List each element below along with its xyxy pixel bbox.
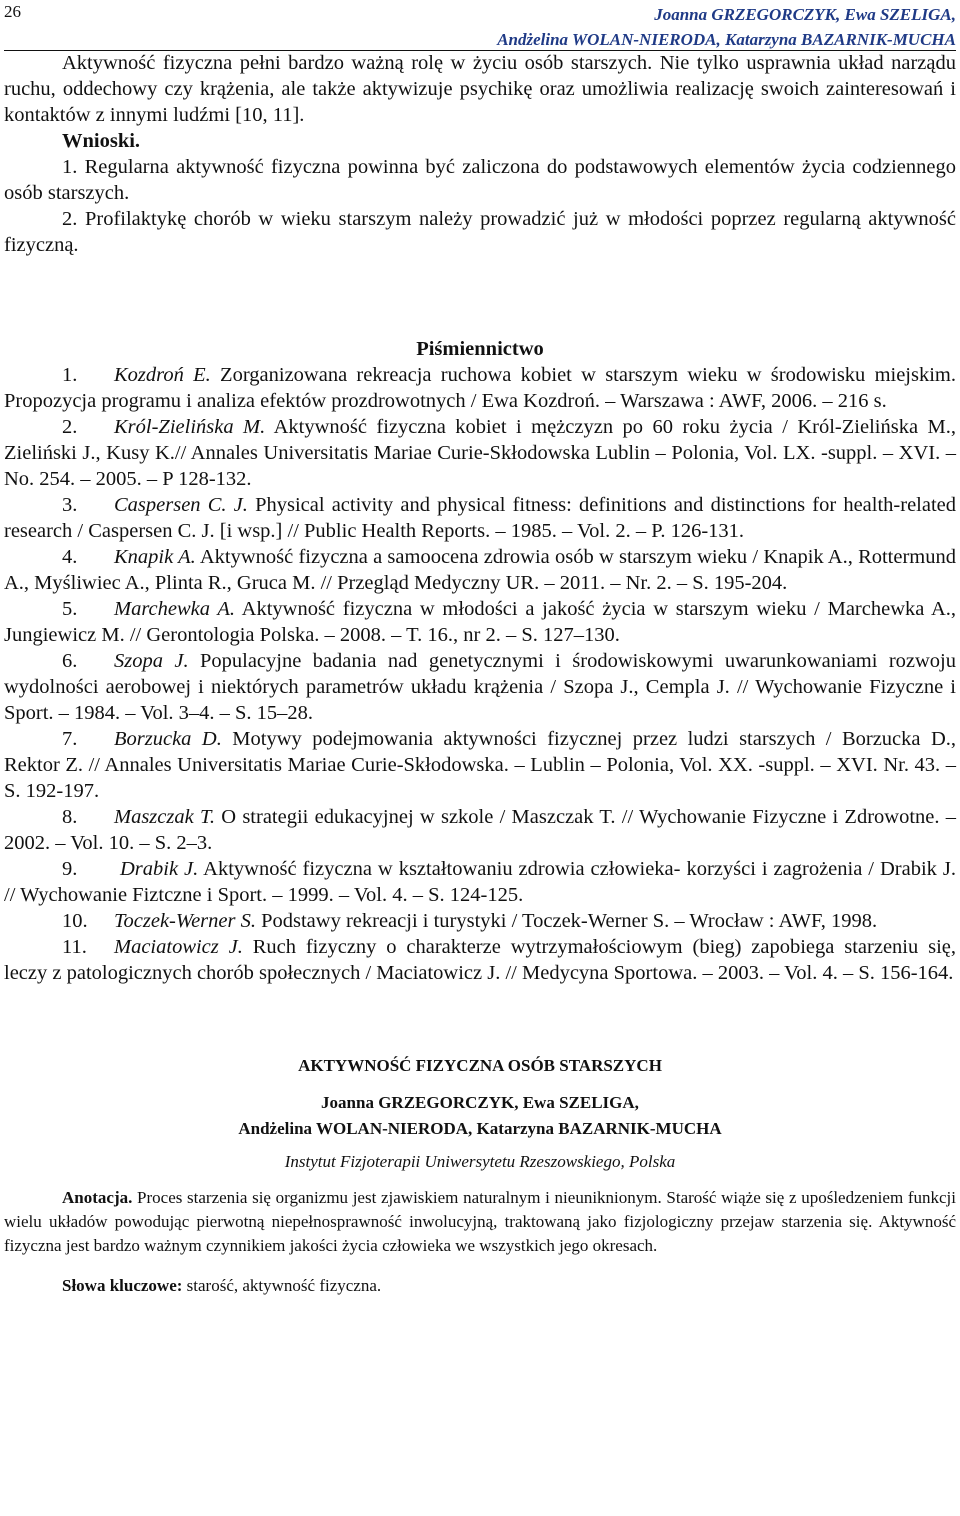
- reference-number: 4.: [62, 546, 78, 568]
- reference-text: Zorganizowana rekreacja ruchowa kobiet w starszym wieku w środowisku miejskim. Propozycja programu i analiza efektów prozdrowotnych / Ewa Kozdroń. – Warszawa : AWF, 2006. – 216 s.: [4, 364, 957, 412]
- reference-item: [4, 362, 956, 414]
- reference-item: [4, 544, 956, 596]
- reference-number: 3.: [62, 494, 78, 516]
- reference-item: [4, 648, 956, 726]
- reference-item: [4, 596, 956, 648]
- references-list: [4, 362, 956, 986]
- conclusion-item: 1. Regularna aktywność fizyczna powinna być zaliczona do podstawowych elementów życia codziennego osób starszych.: [4, 156, 956, 204]
- reference-number: 10.: [62, 910, 88, 932]
- reference-item: [4, 414, 956, 492]
- references-heading: Piśmiennictwo: [416, 338, 544, 360]
- reference-author: Drabik J.: [120, 858, 199, 880]
- reference-text: Podstawy rekreacji i turystyki / Toczek-Werner S. – Wrocław : AWF, 1998.: [261, 910, 878, 932]
- main-text: [4, 50, 956, 986]
- header-authors-line1: Joanna GRZEGORCZYK, Ewa SZELIGA,: [654, 5, 956, 24]
- header-rule: [4, 50, 956, 51]
- header-authors-line2: Andżelina WOLAN-NIERODA, Katarzyna BAZARNIK-MUCHA: [497, 30, 956, 49]
- reference-item: [4, 804, 956, 856]
- reference-item: [4, 726, 956, 804]
- reference-item: [4, 856, 956, 908]
- header-authors: [497, 2, 956, 52]
- reference-author: Toczek-Werner S.: [114, 910, 256, 932]
- reference-author: Szopa J.: [114, 650, 189, 672]
- reference-author: Kozdroń E.: [114, 364, 211, 386]
- reference-text: O strategii edukacyjnej w szkole / Maszczak T. // Wychowanie Fizyczne i Zdrowotne. – 2002. – Vol. 10. – S. 2–3.: [4, 806, 957, 854]
- reference-number: 7.: [62, 728, 78, 750]
- keywords-line: [4, 1274, 956, 1298]
- reference-number: 2.: [62, 416, 78, 438]
- reference-text: Aktywność fizyczna kobiet i mężczyzn po 60 roku życia / Król-Zielińska M., Zieliński J., Kusy K.// Annales Universitatis Mariae Curie-Skłodowska Lublin – Polonia, Vol. LX. -suppl. – XVI. – No. 254. – 2005. – P 128-132.: [4, 416, 956, 490]
- reference-author: Maciatowicz J.: [114, 936, 243, 958]
- abstract-authors-line1: Joanna GRZEGORCZYK, Ewa SZELIGA,: [321, 1093, 639, 1112]
- reference-text: Aktywność fizyczna w kształtowaniu zdrowia człowieka- korzyści i zagrożenia / Drabik J. // Wychowanie Fiztczne i Sport. – 1999. – Vol. 4. – S. 124-125.: [4, 858, 956, 906]
- abstract-section: [4, 1056, 956, 1298]
- reference-text: Aktywność fizyczna a samoocena zdrowia osób w starszym wieku / Knapik A., Rottermund A., Myśliwiec A., Plinta R., Gruca M. // Przegląd Medyczny UR. – 2011. – Nr. 2. – S. 195-204.: [4, 546, 956, 594]
- abstract-authors-line2: Andżelina WOLAN-NIERODA, Katarzyna BAZARNIK-MUCHA: [238, 1119, 722, 1138]
- document-page: [4, 0, 956, 1298]
- reference-text: Ruch fizyczny o charakterze wytrzymałościowym (bieg) zapobiega starzeniu się, leczy z patologicznych chorób społecznych / Maciatowicz J. // Medycyna Sportowa. – 2003. – Vol. 4. – S. 156-164.: [4, 936, 956, 984]
- reference-number: 6.: [62, 650, 78, 672]
- conclusions-heading: Wnioski.: [62, 130, 141, 152]
- reference-text: Physical activity and physical fitness: definitions and distinctions for health-related research / Caspersen C. J. [i wsp.] // Public Health Reports. – 1985. – Vol. 2. – P. 126-131.: [4, 494, 957, 542]
- reference-text: Populacyjne badania nad genetycznymi i środowiskowymi uwarunkowaniami rozwoju wydolności aerobowej i niektórych parametrów układu krążenia / Szopa J., Cempla J. // Wychowanie Fizyczne i Sport. – 1984. – Vol. 3–4. – S. 15–28.: [4, 650, 956, 724]
- reference-item: [4, 492, 956, 544]
- reference-number: 8.: [62, 806, 78, 828]
- abstract-title: AKTYWNOŚĆ FIZYCZNA OSÓB STARSZYCH: [298, 1056, 662, 1075]
- reference-author: Marchewka A.: [114, 598, 236, 620]
- reference-text: Aktywność fizyczna w młodości a jakość życia w starszym wieku / Marchewka A., Jungiewicz M. // Gerontologia Polska. – 2008. – T. 16., nr 2. – S. 127–130.: [4, 598, 956, 646]
- reference-number: 5.: [62, 598, 78, 620]
- keywords-label: Słowa kluczowe:: [62, 1276, 183, 1295]
- running-header: [4, 0, 956, 50]
- conclusion-item: 2. Profilaktykę chorób w wieku starszym należy prowadzić już w młodości poprzez regularną aktywność fizyczną.: [4, 208, 956, 256]
- reference-number: 1.: [62, 364, 78, 386]
- reference-author: Maszczak T.: [114, 806, 215, 828]
- reference-text: Motywy podejmowania aktywności fizycznej przez ludzi starszych / Borzucka D., Rektor Z. // Annales Universitatis Mariae Curie-Skłodowska. – Lublin – Polonia, Vol. XX. -suppl. – XVI. Nr. 43. – S. 192-197.: [4, 728, 957, 802]
- abstract-label: Anotacja.: [62, 1188, 133, 1207]
- reference-number: 9.: [62, 858, 78, 880]
- keywords-text: starość, aktywność fizyczna.: [186, 1276, 382, 1295]
- reference-number: 11.: [62, 936, 87, 958]
- abstract-text: Proces starzenia się organizmu jest zjawiskiem naturalnym i nieuniknionym. Starość wiąże się z upośledzeniem funkcji wielu układów powodując pierwotną niepełnosprawność inwolucyjną, traktowaną jako fizjologiczny przejaw starzenia się. Aktywność fizyczna jest bardzo ważnym czynnikiem jakości życia człowieka we wszystkich jego okresach.: [4, 1188, 956, 1255]
- institution: Instytut Fizjoterapii Uniwersytetu Rzeszowskiego, Polska: [284, 1152, 676, 1171]
- reference-author: Caspersen C. J.: [114, 494, 248, 516]
- abstract-paragraph: [4, 1186, 956, 1258]
- abstract-authors: [4, 1090, 956, 1142]
- intro-paragraph: Aktywność fizyczna pełni bardzo ważną rolę w życiu osób starszych. Nie tylko usprawnia układ narządu ruchu, oddechowy czy krążenia, ale także aktywizuje psychikę oraz umożliwia realizację swoich zainteresowań i kontaktów z innymi ludźmi [10, 11].: [4, 52, 956, 126]
- reference-author: Borzucka D.: [114, 728, 222, 750]
- reference-item: [4, 908, 956, 934]
- page-number: 26: [4, 2, 21, 21]
- reference-author: Knapik A.: [114, 546, 196, 568]
- reference-author: Król-Zielińska M.: [114, 416, 266, 438]
- reference-item: [4, 934, 956, 986]
